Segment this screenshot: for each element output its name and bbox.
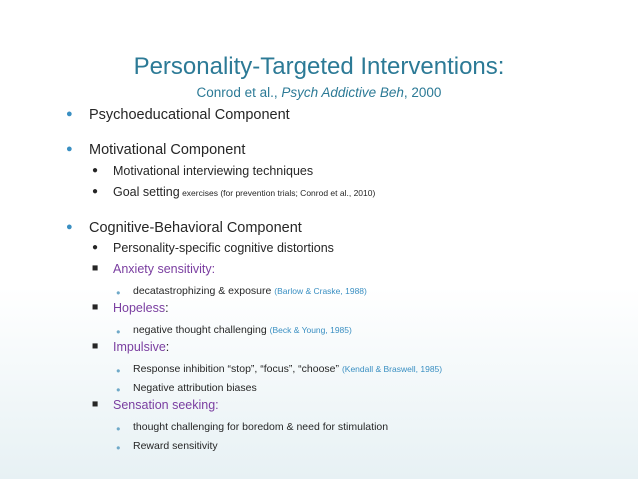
- bullet-response-inhibition: [133, 363, 442, 375]
- title-block: [0, 52, 638, 102]
- bullet-l2-square-icon: ■: [92, 398, 99, 410]
- negative-thought-text: negative thought challenging: [133, 324, 270, 336]
- goal-setting-note: exercises (for prevention trials; Conrod et al., 2010): [179, 188, 376, 198]
- bullet-motivational-interviewing: Motivational interviewing techniques: [113, 164, 314, 178]
- bullet-hopeless: [113, 301, 169, 315]
- bullet-l1-icon: ●: [66, 143, 73, 155]
- bullet-personality-specific: Personality-specific cognitive distortions: [113, 241, 334, 255]
- bullet-thought-challenging: thought challenging for boredom & need for stimulation: [133, 421, 389, 433]
- bullet-impulsive: [113, 340, 169, 354]
- bullet-reward-sensitivity: Reward sensitivity: [133, 440, 218, 452]
- bullet-l3-icon: ●: [116, 443, 121, 452]
- bullet-l1-icon: ●: [66, 221, 73, 233]
- bullet-negative-thought: [133, 324, 352, 336]
- bullet-l3-icon: ●: [116, 288, 121, 297]
- bullet-decatastrophizing: [133, 285, 367, 297]
- slide-subtitle: [0, 84, 638, 102]
- bullet-psychoeducational: Psychoeducational Component: [89, 107, 290, 123]
- bullet-l2-square-icon: ■: [92, 301, 99, 313]
- goal-setting-text: Goal setting: [113, 185, 180, 199]
- bullet-l1-icon: ●: [66, 108, 73, 120]
- subtitle-journal: Psych Addictive Beh: [281, 85, 404, 100]
- bullet-l3-icon: ●: [116, 327, 121, 336]
- slide-title: Personality-Targeted Interventions:: [133, 53, 505, 80]
- decatastrophizing-text: decatastrophizing & exposure: [133, 285, 275, 297]
- bullet-l3-icon: ●: [116, 424, 121, 433]
- impulsive-text: Impulsive: [113, 340, 166, 354]
- decatastrophizing-citation: (Barlow & Craske, 1988): [274, 286, 367, 296]
- bullet-l2-square-icon: ■: [92, 262, 99, 274]
- bullet-motivational: Motivational Component: [89, 142, 246, 158]
- negative-thought-citation: (Beck & Young, 1985): [269, 325, 352, 335]
- response-inhibition-citation: (Kendall & Braswell, 1985): [341, 364, 443, 374]
- bullet-l2-icon: ●: [92, 186, 99, 197]
- hopeless-colon: :: [165, 301, 169, 315]
- hopeless-text: Hopeless: [113, 301, 166, 315]
- subtitle-authors: Conrod et al.,: [196, 85, 282, 100]
- bullet-l2-square-icon: ■: [92, 340, 99, 352]
- bullet-goal-setting: [113, 185, 375, 199]
- bullet-negative-attribution: Negative attribution biases: [133, 382, 257, 394]
- response-inhibition-text: Response inhibition “stop”, “focus”, “choose”: [133, 363, 342, 375]
- impulsive-colon: :: [165, 340, 170, 354]
- subtitle-year: , 2000: [403, 85, 442, 100]
- bullet-cognitive-behavioral: Cognitive-Behavioral Component: [89, 220, 302, 236]
- bullet-l2-icon: ●: [92, 242, 99, 253]
- bullet-anxiety-sensitivity: Anxiety sensitivity:: [113, 262, 216, 276]
- bullet-l2-icon: ●: [92, 165, 99, 176]
- bullet-l3-icon: ●: [116, 385, 121, 394]
- bullet-l3-icon: ●: [116, 366, 121, 375]
- bullet-sensation-seeking: Sensation seeking:: [113, 398, 219, 412]
